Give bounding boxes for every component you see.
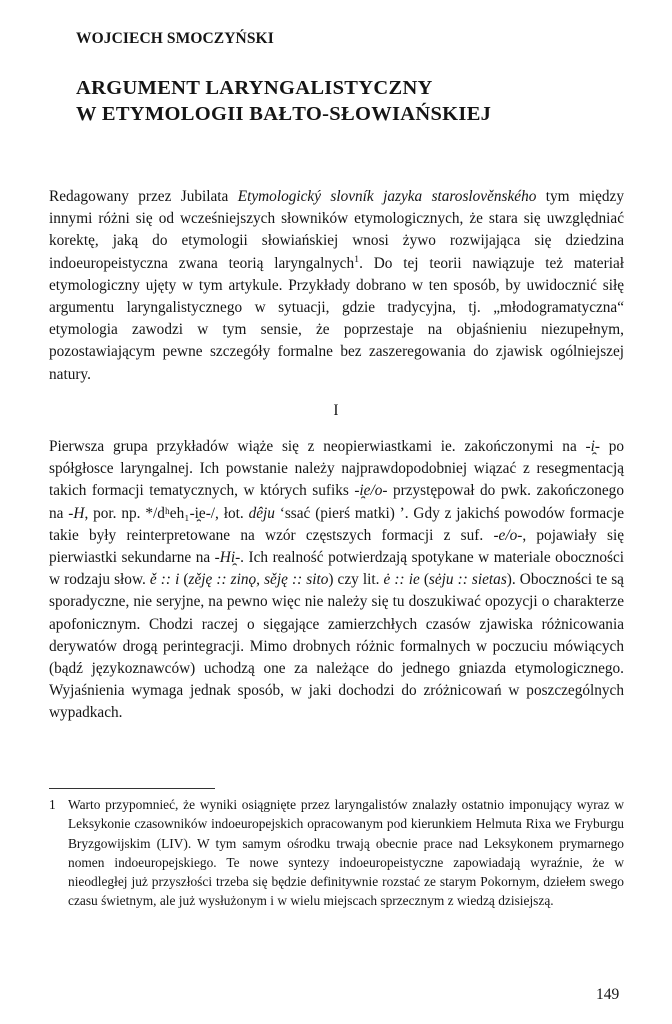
footnote-reference: 1 bbox=[354, 253, 360, 265]
article-title bbox=[76, 75, 636, 127]
title-line-2: W ETYMOLOGII BAŁTO-SŁOWIAŃSKIEJ bbox=[76, 103, 492, 125]
text-run: , łot. bbox=[215, 504, 249, 522]
linguistic-form: sėju :: sietas bbox=[428, 571, 507, 589]
footnote-number: 1 bbox=[49, 797, 56, 812]
text-run: przystępował do pwk. zakończonego na bbox=[49, 482, 624, 522]
linguistic-form: -i̯e/o- bbox=[354, 482, 388, 500]
text-run: , pojawiały się pierwiastki sekundarne na bbox=[49, 526, 624, 567]
section-paragraph bbox=[49, 436, 624, 725]
linguistic-form: dêju bbox=[248, 504, 275, 522]
linguistic-form: -Hi̯- bbox=[214, 549, 241, 567]
text-run: ( bbox=[419, 571, 429, 589]
text-run: ‘ssać (pierś matki) ’. Gdy z jakichś powodów formacje takie były reinterpretowane na wzór częstszych formacji z suf. bbox=[49, 504, 625, 544]
text-run: . Do tej teorii nawiązuje też materiał etymologiczny ujęty w tym artykule. Przykłady dobrano w ten sposób, by uwidocznić siłę argumentu laryngalistycznego w sytuacji, gdzie tradycyjna, tj. „młodogramatyczna“ etymologia zawodzi w tym sensie, że poprzestaje na objaśnieniu niezupełnym, pozostawiającym pewne szczegóły formalne bez zaszeregowania do zjawisk ogólniejszej natury. bbox=[49, 254, 624, 383]
text-run: . Ich realność potwierdzają spotykane w materiale oboczności w rodzaju słow. bbox=[49, 549, 624, 589]
text-run: , por. np. * bbox=[84, 504, 153, 522]
section-heading: I bbox=[333, 402, 339, 419]
text-run: ( bbox=[179, 571, 189, 589]
intro-paragraph bbox=[49, 186, 624, 386]
linguistic-form: ė :: ie bbox=[383, 571, 420, 589]
author-name: WOJCIECH SMOCZYŃSKI bbox=[76, 30, 274, 47]
linguistic-form: -e/o- bbox=[493, 526, 523, 544]
linguistic-form: ě :: i bbox=[149, 571, 180, 589]
page-number: 149 bbox=[596, 986, 620, 1003]
linguistic-form: /dʰeh₁-i̯e-/ bbox=[152, 504, 216, 522]
text-run: po spółgłosce laryngalnej. Ich powstanie należy najprawdopodobniej wiązać z resegmentacją takich formacji tematycznych, w których sufiks bbox=[49, 438, 624, 500]
footnote-separator bbox=[49, 788, 215, 789]
linguistic-form: zěję :: zinǫ, sěję :: sito bbox=[188, 571, 329, 589]
text-run: Redagowany przez Jubilata bbox=[49, 188, 238, 205]
text-run: tym między innymi różni się od wcześniejszych słowników etymologicznych, że stara się uwzględniać korektę, jaką do etymologii słowiańskiej wnosi żywo rozwijająca się dziedzina indoeuropeistyczna zwana teorią laryngalnych bbox=[49, 188, 624, 272]
title-line-1: ARGUMENT LARYNGALISTYCZNY bbox=[76, 77, 433, 99]
text-run: ). Oboczności te są sporadyczne, nie seryjne, na pewno więc nie należy się tu doszukiwać opozycji o charakterze apofonicznym. Chodzi raczej o sięgające zamierzchłych czasów zjawiska różnicowania derywatów drogą perintegracji. Mimo drobnych różnic formalnych w poczuciu mówiących (bądź językoznawców) uchodzą one za należące do jednego gniazda etymologicznego. Wyjaśnienia wymaga jednak sposób, w jaki dochodzi do zróżnicowań w poszczególnych wypadkach. bbox=[49, 571, 624, 722]
footnote bbox=[49, 795, 624, 911]
cited-work-title: Etymologický slovník jazyka staroslověnského bbox=[237, 188, 537, 205]
linguistic-form: -i̯- bbox=[585, 438, 600, 455]
footnote-text: Warto przypomnieć, że wyniki osiągnięte przez laryngalistów znalazły ostatnio imponujący wyraz w Leksykonie czasowników indoeuropejskich opracowanym pod kierunkiem Helmuta Rixa we Fryburgu Bryzgowijskim (LIV). W tym samym ośrodku trwają obecnie prace nad Leksykonem prymarnego nomen indoeuropejskiego. Te nowe syntezy indoeuropeistyczne zapowiadają wyraźnie, że w nieodległej już przyszłości trzeba się będzie definitywnie rozstać ze starym Pokornym, dziełem swego czasu świetnym, ale już wysłużonym i w wielu miejscach sprzecznym z wiedzą dzisiejszą. bbox=[68, 797, 624, 909]
text-run: Pierwsza grupa przykładów wiąże się z neopierwiastkami ie. zakończonymi na bbox=[49, 438, 586, 455]
linguistic-form: -H bbox=[68, 504, 85, 522]
text-run: ) czy lit. bbox=[328, 571, 384, 589]
